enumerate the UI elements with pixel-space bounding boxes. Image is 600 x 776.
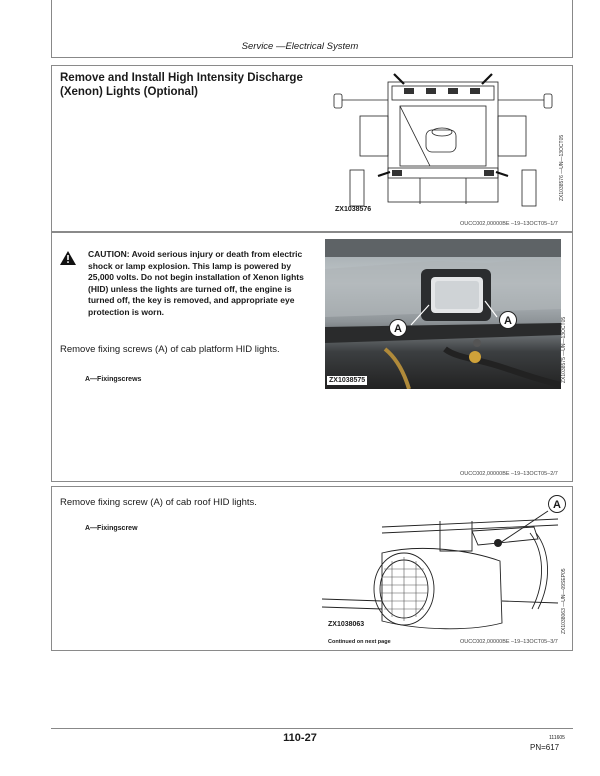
section-platform-lights bbox=[51, 232, 573, 482]
caution-text: CAUTION: Avoid serious injury or death from electric shock or lamp explosion. This lamp is powered by 25,000 volts. Do not begin installation of Xenon lights (HID) unless the lights are turned off, the engine is turned off, the key is removed, and appropriate eye protection is worn. bbox=[88, 249, 304, 317]
warning-icon bbox=[60, 251, 76, 265]
footer-rule bbox=[51, 728, 573, 729]
figure-id: ZX1038063 bbox=[328, 621, 365, 628]
section-title: Remove and Install High Intensity Discharge (Xenon) Lights (Optional) bbox=[60, 72, 303, 98]
callout-a-left: A bbox=[389, 319, 407, 337]
figure-id: ZX1038575 bbox=[329, 377, 366, 384]
figure-legend: A—Fixingscrews bbox=[85, 376, 142, 383]
callout-a-right: A bbox=[499, 311, 517, 329]
cab-front-diagram bbox=[330, 72, 560, 212]
figure-id: ZX1038576 bbox=[335, 206, 372, 213]
platform-light-photo bbox=[325, 239, 561, 389]
page-header: Service —Electrical System bbox=[241, 41, 359, 52]
header-rule bbox=[51, 57, 573, 58]
figure-side-label: ZX1038576 —UN—13OCT05 bbox=[559, 134, 565, 201]
reference-code: OUCC002,00000BE –19–13OCT05–2/7 bbox=[460, 471, 558, 477]
reference-code: OUCC002,00000BE –19–13OCT05–3/7 bbox=[460, 639, 558, 645]
callout-a: A bbox=[548, 495, 566, 513]
part-number: PN=617 bbox=[530, 743, 560, 752]
roof-light-diagram bbox=[322, 491, 562, 631]
continued-note: Continued on next page bbox=[328, 639, 391, 645]
figure-side-label: ZX1038063 —UN—09SEP05 bbox=[561, 568, 567, 634]
photo-detail bbox=[325, 239, 561, 389]
figure-side-label: ZX1038575 —UN—13OCT05 bbox=[561, 316, 567, 383]
instruction-text: Remove fixing screws (A) of cab platform HID lights. bbox=[60, 344, 280, 355]
reference-code: OUCC002,00000BE –19–13OCT05–1/7 bbox=[460, 221, 558, 227]
page-number: 110-27 bbox=[283, 732, 317, 744]
instruction-text: Remove fixing screw (A) of cab roof HID lights. bbox=[60, 497, 257, 508]
section-hid-lights bbox=[51, 65, 573, 232]
section-roof-lights bbox=[51, 486, 573, 651]
figure-legend: A—Fixingscrew bbox=[85, 525, 138, 532]
footer-code: 111605 bbox=[549, 735, 565, 741]
